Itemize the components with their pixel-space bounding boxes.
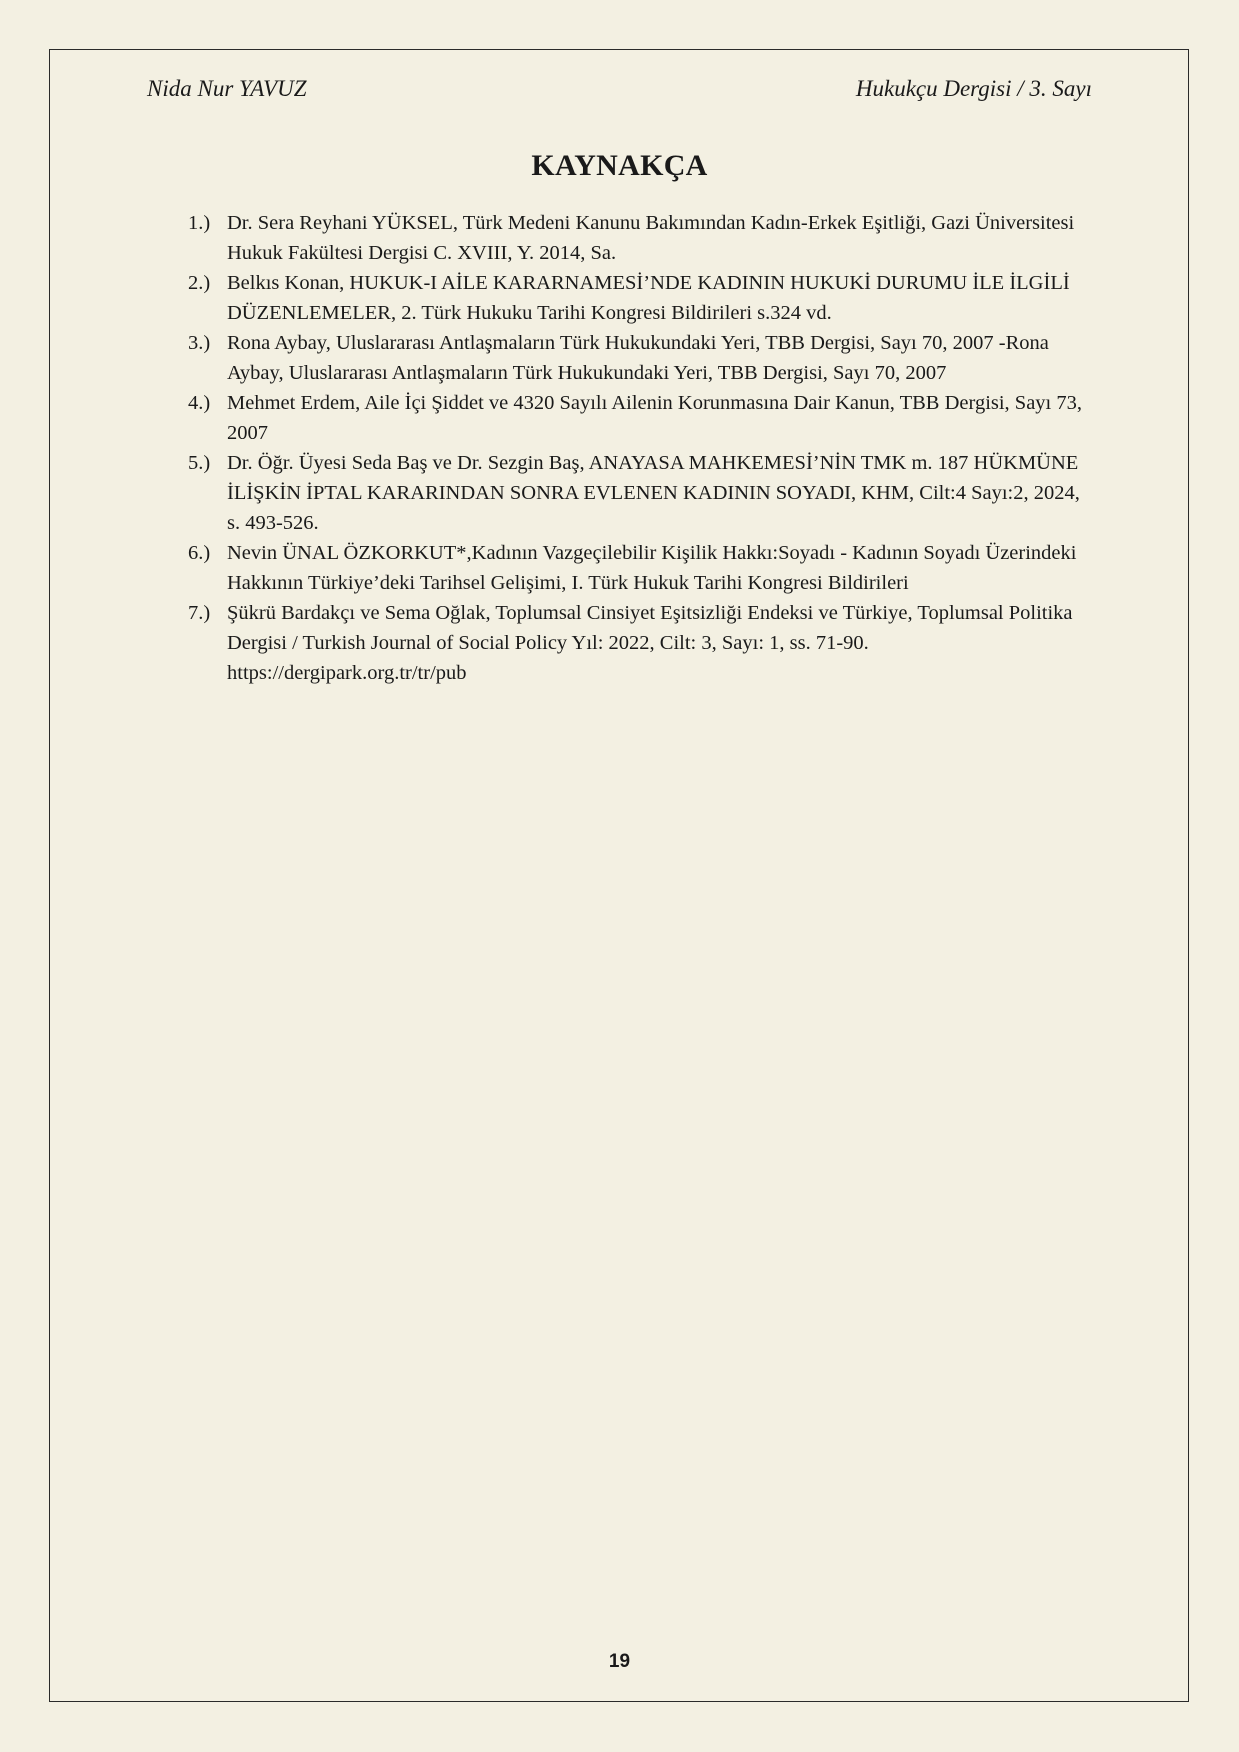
reference-number: 1.) — [188, 212, 211, 234]
reference-item — [188, 538, 1088, 598]
reference-text: Dr. Öğr. Üyesi Seda Baş ve Dr. Sezgin Baş, ANAYASA MAHKEMESİ’NİN TMK m. 187 HÜKMÜNE İLİŞKİN İPTAL KARARINDAN SONRA EVLENEN KADININ SOYADI, KHM, Cilt:4 Sayı:2, 2024, s. 493-526. — [227, 452, 1080, 534]
reference-number: 4.) — [188, 392, 211, 414]
page-title: KAYNAKÇA — [531, 149, 708, 182]
reference-text: Şükrü Bardakçı ve Sema Oğlak, Toplumsal Cinsiyet Eşitsizliği Endeksi ve Türkiye, Toplumsal Politika Dergisi / Turkish Journal of Social Policy Yıl: 2022, Cilt: 3, Sayı: 1, ss. 71-90. https://dergipark.org.tr/tr/pub — [227, 602, 1073, 684]
page-number: 19 — [608, 1651, 631, 1672]
reference-list — [188, 208, 1088, 688]
reference-number: 6.) — [188, 542, 211, 564]
running-header — [147, 74, 1092, 104]
reference-item — [188, 328, 1088, 388]
reference-text: Dr. Sera Reyhani YÜKSEL, Türk Medeni Kanunu Bakımından Kadın-Erkek Eşitliği, Gazi Üniversitesi Hukuk Fakültesi Dergisi C. XVIII, Y. 2014, Sa. — [227, 212, 1075, 264]
reference-item — [188, 388, 1088, 448]
reference-item — [188, 448, 1088, 538]
reference-text: Mehmet Erdem, Aile İçi Şiddet ve 4320 Sayılı Ailenin Korunmasına Dair Kanun, TBB Dergisi, Sayı 73, 2007 — [227, 392, 1083, 444]
reference-item — [188, 268, 1088, 328]
reference-number: 2.) — [188, 272, 211, 294]
reference-text: Belkıs Konan, HUKUK-I AİLE KARARNAMESİ’NDE KADININ HUKUKİ DURUMU İLE İLGİLİ DÜZENLEMELER, 2. Türk Hukuku Tarihi Kongresi Bildirileri s.324 vd. — [227, 272, 1070, 324]
reference-item — [188, 208, 1088, 268]
reference-text: Rona Aybay, Uluslararası Antlaşmaların Türk Hukukundaki Yeri, TBB Dergisi, Sayı 70, 2007 -Rona Aybay, Uluslararası Antlaşmaların Türk Hukukundaki Yeri, TBB Dergisi, Sayı 70, 2007 — [227, 332, 1049, 384]
reference-number: 3.) — [188, 332, 211, 354]
reference-text: Nevin ÜNAL ÖZKORKUT*,Kadının Vazgeçilebilir Kişilik Hakkı:Soyadı - Kadının Soyadı Üzerindeki Hakkının Türkiye’deki Tarihsel Gelişimi, I. Türk Hukuk Tarihi Kongresi Bildirileri — [227, 542, 1077, 594]
reference-item — [188, 598, 1088, 688]
reference-number: 5.) — [188, 452, 211, 474]
header-journal: Hukukçu Dergisi / 3. Sayı — [855, 76, 1092, 101]
header-author: Nida Nur YAVUZ — [147, 76, 307, 101]
reference-number: 7.) — [188, 602, 211, 624]
